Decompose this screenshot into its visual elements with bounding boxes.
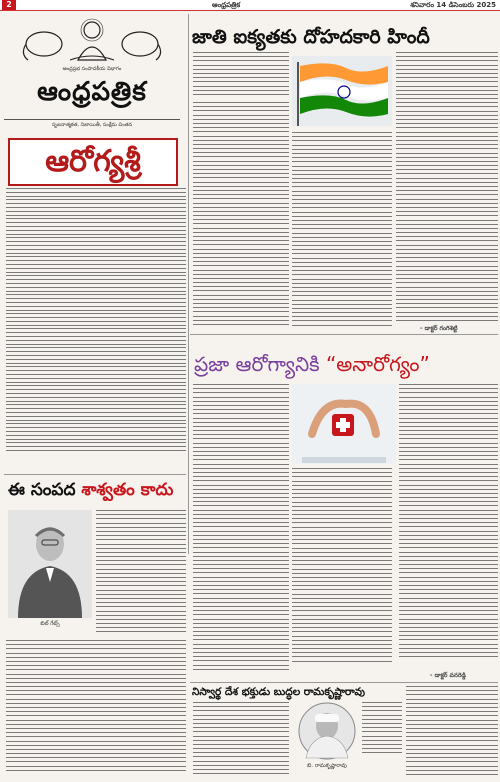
wealth-text-col-1 (96, 510, 186, 640)
arogyasri-body-text (6, 188, 186, 470)
bill-gates-caption: బిల్ గేట్స్ (40, 621, 60, 627)
masthead (4, 14, 180, 134)
left-section-divider (4, 474, 186, 475)
wealth-text-bottom (6, 640, 186, 778)
health-headline-part-2: “అనారోగ్యం” (325, 352, 430, 376)
date-line: శనివారం 14 డిసెంబరు 2025 (410, 1, 496, 9)
section-name: ఆంధ్రపత్రిక (212, 1, 241, 9)
health-hands-photo (292, 384, 396, 464)
unity-text-col-2 (292, 132, 392, 328)
unity-text-col-1b (193, 102, 289, 328)
ramakrishna-rao-caption: బి. రామకృష్ణారావు (307, 763, 347, 769)
column-divider (188, 14, 189, 554)
column-title: ఆరోగ్యశ్రీ (45, 144, 141, 179)
unity-headline: జాతి ఐక్యతకు దోహదకారి హిందీ (192, 26, 430, 48)
page-number: 2 (2, 0, 16, 10)
health-text-col-3 (399, 384, 498, 670)
section-divider (190, 334, 498, 335)
health-byline: - డాక్టర్ వనరెడ్డి (430, 672, 466, 679)
column-title-box (8, 138, 178, 186)
wealth-headline-part-1: ఈ సంపద (8, 480, 82, 500)
wealth-headline-part-2: శాశ్వతం కాదు (81, 480, 174, 500)
bill-gates-photo (8, 510, 92, 618)
health-headline (194, 352, 498, 381)
lakshmi-elephants-emblem (4, 14, 180, 62)
indian-flag-photo (292, 56, 392, 126)
masthead-title: ఆంధ్రపత్రిక (37, 77, 147, 107)
profile-text-col-2 (362, 702, 402, 760)
bottom-section-divider (190, 682, 498, 683)
unity-text-col-3 (396, 52, 498, 322)
profile-text-col-1 (193, 702, 289, 780)
health-text-col-1 (193, 384, 289, 670)
ramakrishna-rao-photo (298, 702, 356, 760)
unity-byline: - డాక్టర్ గంగిశెట్టి (420, 325, 458, 332)
unity-text-col-1 (193, 52, 289, 98)
health-headline-part-1: ప్రజా ఆరోగ్యానికి (194, 352, 326, 376)
masthead-tagline: సృజనాత్మకత, నిజాయితీ, సంక్షేమ చింతన (4, 119, 180, 129)
profile-text-col-3 (406, 686, 498, 780)
profile-headline: నిస్వార్థ దేశ భక్తుడు బుద్ధల రామకృష్ణారావు (192, 686, 365, 698)
masthead-subtitle: ఆంధ్రప్రభ సంపాదకీయ విభాగం (62, 66, 122, 72)
wealth-headline (8, 480, 188, 504)
health-text-col-2 (292, 468, 392, 668)
